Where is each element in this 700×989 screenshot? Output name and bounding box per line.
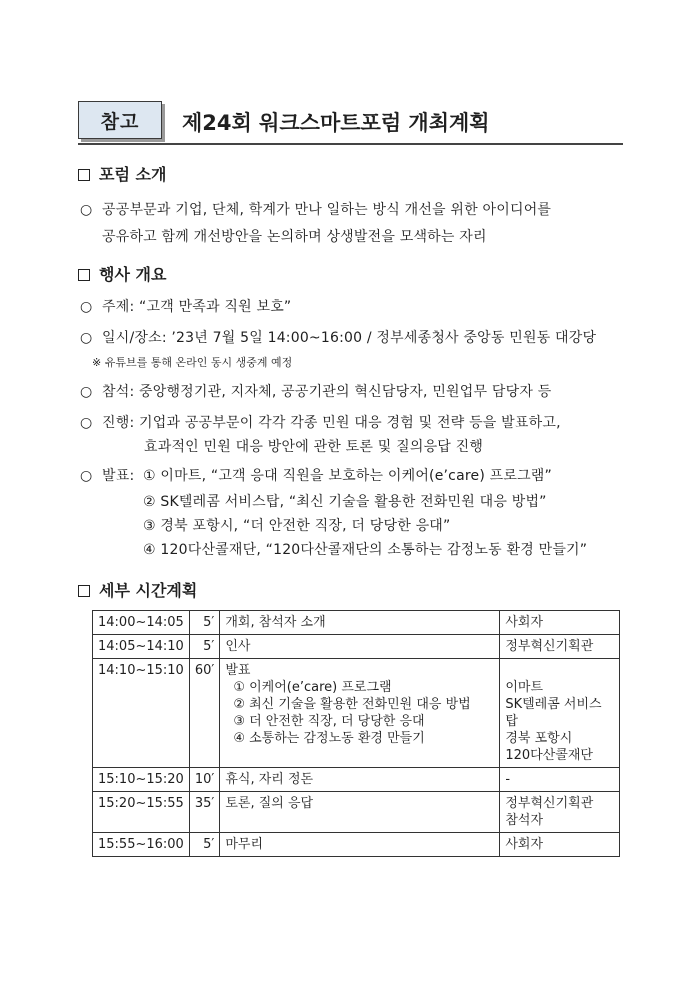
presenter-name: 경북 포항시	[505, 731, 573, 746]
table-row	[93, 768, 620, 792]
event-attendees: ○ 참석: 중앙행정기관, 지자체, 공공기관의 혁신담당자, 민원업무 담당자 등	[80, 384, 552, 400]
presentations-label-line: ○ 발표:	[80, 468, 135, 484]
section-heading-intro: 포럼 소개	[78, 162, 166, 185]
table-row	[93, 792, 620, 833]
event-datetime: ○ 일시/장소: ’23년 7월 5일 14:00~16:00 / 정부세종청사 중앙동 민원동 대강당	[80, 330, 597, 346]
circle-bullet-icon: ○	[80, 299, 93, 315]
activity-title: 발표	[225, 663, 251, 678]
circle-bullet-icon: ○	[80, 202, 93, 218]
table-row	[93, 833, 620, 857]
presenter-name: SK텔레콤 서비스탑	[505, 697, 602, 729]
event-theme: ○ 주제: “고객 만족과 직원 보호”	[80, 299, 292, 315]
square-bullet-icon	[78, 585, 90, 597]
activity-cell	[220, 659, 500, 768]
table-row	[93, 659, 620, 768]
presentation-item-3: ③ 경북 포항시, “더 안전한 직장, 더 당당한 응대”	[143, 518, 451, 534]
activity-cell: 인사	[220, 635, 500, 659]
intro-line-1: ○ 공공부문과 기업, 단체, 학계가 만나 일하는 방식 개선을 위한 아이디어를	[80, 202, 552, 218]
duration-cell: 60′	[189, 659, 220, 768]
circle-bullet-icon: ○	[80, 415, 93, 431]
time-cell: 15:20~15:55	[93, 792, 190, 833]
presentation-item-4: ④ 120다산콜재단, “120다산콜재단의 소통하는 감정노동 환경 만들기”	[143, 542, 588, 558]
reference-tag-label: 참고	[100, 110, 140, 133]
activity-cell: 마무리	[220, 833, 500, 857]
presenter-cell: 정부혁신기획관	[500, 635, 620, 659]
duration-cell: 10′	[189, 768, 220, 792]
activity-subitem: ③ 더 안전한 직장, 더 당당한 응대	[233, 714, 425, 729]
title-underline	[78, 143, 623, 145]
presentation-item-1: ① 이마트, “고객 응대 직원을 보호하는 이케어(e’care) 프로그램”	[143, 468, 552, 484]
page-title: 제24회 워크스마트포럼 개최계획	[182, 111, 490, 135]
time-cell: 15:55~16:00	[93, 833, 190, 857]
presenter-name: 참석자	[505, 813, 544, 828]
event-progress-1: ○ 진행: 기업과 공공부문이 각각 각종 민원 대응 경험 및 전략 등을 발표하고,	[80, 415, 561, 431]
presenter-name: 이마트	[505, 680, 544, 695]
time-cell: 14:10~15:10	[93, 659, 190, 768]
presenter-name: 정부혁신기획관	[505, 796, 594, 811]
table-row	[93, 635, 620, 659]
presenter-cell: 사회자	[500, 611, 620, 635]
presenter-cell: -	[500, 768, 620, 792]
table-row	[93, 611, 620, 635]
presenter-name: 120다산콜재단	[505, 748, 593, 763]
square-bullet-icon	[78, 269, 90, 281]
presenter-cell: 사회자	[500, 833, 620, 857]
schedule-table	[92, 610, 620, 857]
time-cell: 14:05~14:10	[93, 635, 190, 659]
time-cell: 15:10~15:20	[93, 768, 190, 792]
activity-cell: 토론, 질의 응답	[220, 792, 500, 833]
presenter-cell	[500, 659, 620, 768]
reference-tag	[78, 101, 162, 139]
presenter-cell	[500, 792, 620, 833]
activity-cell: 휴식, 자리 정돈	[220, 768, 500, 792]
duration-cell: 35′	[189, 792, 220, 833]
presentation-item-2: ② SK텔레콤 서비스탑, “최신 기술을 활용한 전화민원 대응 방법”	[143, 494, 547, 510]
section-heading-event: 행사 개요	[78, 262, 166, 285]
duration-cell: 5′	[189, 635, 220, 659]
circle-bullet-icon: ○	[80, 468, 93, 484]
youtube-note: ※ 유튜브를 통해 온라인 동시 생중계 예정	[92, 356, 293, 369]
section-heading-schedule: 세부 시간계획	[78, 578, 197, 601]
circle-bullet-icon: ○	[80, 384, 93, 400]
duration-cell: 5′	[189, 611, 220, 635]
intro-line-2: 공유하고 함께 개선방안을 논의하며 상생발전을 모색하는 자리	[102, 229, 487, 245]
activity-subitem: ② 최신 기술을 활용한 전화민원 대응 방법	[233, 697, 471, 712]
square-bullet-icon	[78, 169, 90, 181]
activity-subitem: ① 이케어(e’care) 프로그램	[233, 680, 392, 695]
time-cell: 14:00~14:05	[93, 611, 190, 635]
duration-cell: 5′	[189, 833, 220, 857]
activity-cell: 개회, 참석자 소개	[220, 611, 500, 635]
activity-subitem: ④ 소통하는 감정노동 환경 만들기	[233, 731, 425, 746]
event-progress-2: 효과적인 민원 대응 방안에 관한 토론 및 질의응답 진행	[144, 439, 484, 455]
circle-bullet-icon: ○	[80, 330, 93, 346]
